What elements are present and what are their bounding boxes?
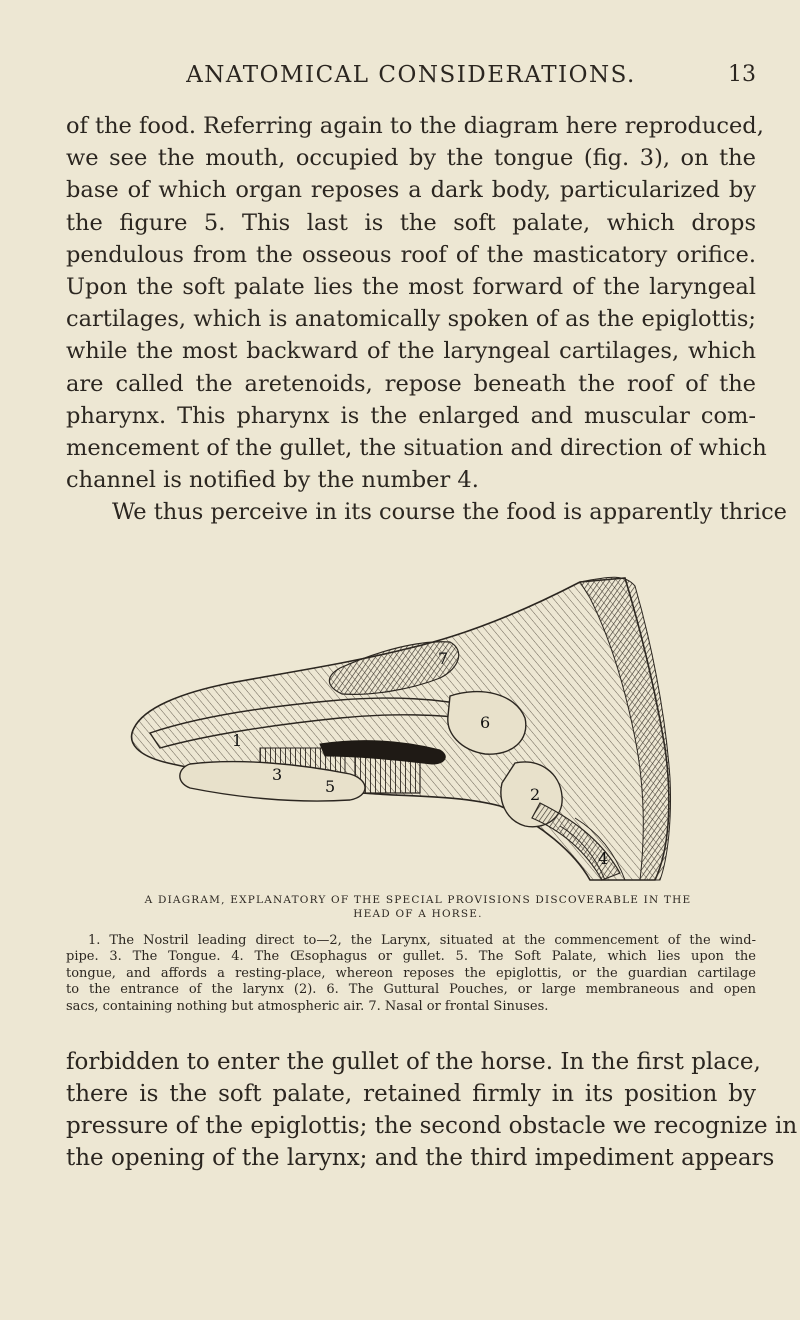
text-line: cartilages, which is anatomically spoken of as the epiglottis; xyxy=(66,306,756,333)
figure-label-2: 2 xyxy=(530,785,541,804)
text-line: pressure of the epiglottis; the second obstacle we recognize in xyxy=(66,1113,798,1139)
horse-head-diagram xyxy=(120,568,680,883)
text-line: base of which organ reposes a dark body, particularized by xyxy=(66,177,756,204)
caption-title-line: HEAD OF A HORSE. xyxy=(353,908,483,920)
paragraph-bottom xyxy=(66,1046,798,1174)
text-line: pendulous from the osseous roof of the masticatory orifice. xyxy=(66,241,756,268)
figure-label-6: 6 xyxy=(480,713,491,732)
text-line: pharynx. This pharynx is the enlarged and muscular com- xyxy=(66,402,756,429)
figure-label-7: 7 xyxy=(438,649,449,668)
text-line: channel is notified by the number 4. xyxy=(66,467,479,494)
running-title: ANATOMICAL CONSIDERATIONS. xyxy=(186,62,636,88)
text-line: Upon the soft palate lies the most forward of the laryngeal xyxy=(66,274,756,301)
text-line: are called the aretenoids, repose beneath the roof of the xyxy=(66,370,756,397)
text-line: we see the mouth, occupied by the tongue (fig. 3), on the xyxy=(66,145,756,172)
text-line: the opening of the larynx; and the third impediment appears xyxy=(66,1145,775,1171)
text-line: forbidden to enter the gullet of the horse. In the first place, xyxy=(66,1049,761,1075)
figure-label-1: 1 xyxy=(232,731,243,750)
caption-line: sacs, containing nothing but atmospheric air. 7. Nasal or frontal Sinuses. xyxy=(66,998,549,1014)
caption-line: to the entrance of the larynx (2). 6. The Guttural Pouches, or large membraneous and open xyxy=(66,982,756,998)
horse-head-engraving xyxy=(120,568,680,883)
text-line: while the most backward of the laryngeal cartilages, which xyxy=(66,338,756,365)
page-number: 13 xyxy=(728,62,756,87)
text-line: there is the soft palate, retained firmly in its position by xyxy=(66,1081,756,1107)
page-header xyxy=(66,62,756,96)
text-line: mencement of the gullet, the situation and direction of which xyxy=(66,435,767,462)
text-line: the figure 5. This last is the soft palate, which drops xyxy=(66,209,756,236)
caption-line: pipe. 3. The Tongue. 4. The Œsophagus or gullet. 5. The Soft Palate, which lies upon the xyxy=(66,949,756,965)
text-line: We thus perceive in its course the food is apparently thrice xyxy=(112,499,787,526)
figure-label-5: 5 xyxy=(325,777,336,796)
caption-body xyxy=(66,933,756,1015)
caption-line: 1. The Nostril leading direct to—2, the Larynx, situated at the commencement of the wind- xyxy=(88,933,756,948)
text-line: of the food. Referring again to the diagram here reproduced, xyxy=(66,113,764,139)
caption-line: tongue, and affords a resting-place, whereon reposes the epiglottis, or the guardian cartilage xyxy=(66,965,756,981)
figure-label-3: 3 xyxy=(272,765,283,784)
figure-label-4: 4 xyxy=(598,849,609,868)
caption-title xyxy=(88,893,748,921)
paragraph-top xyxy=(66,110,787,529)
caption-title-line: A DIAGRAM, EXPLANATORY OF THE SPECIAL PROVISIONS DISCOVERABLE IN THE xyxy=(144,894,692,906)
